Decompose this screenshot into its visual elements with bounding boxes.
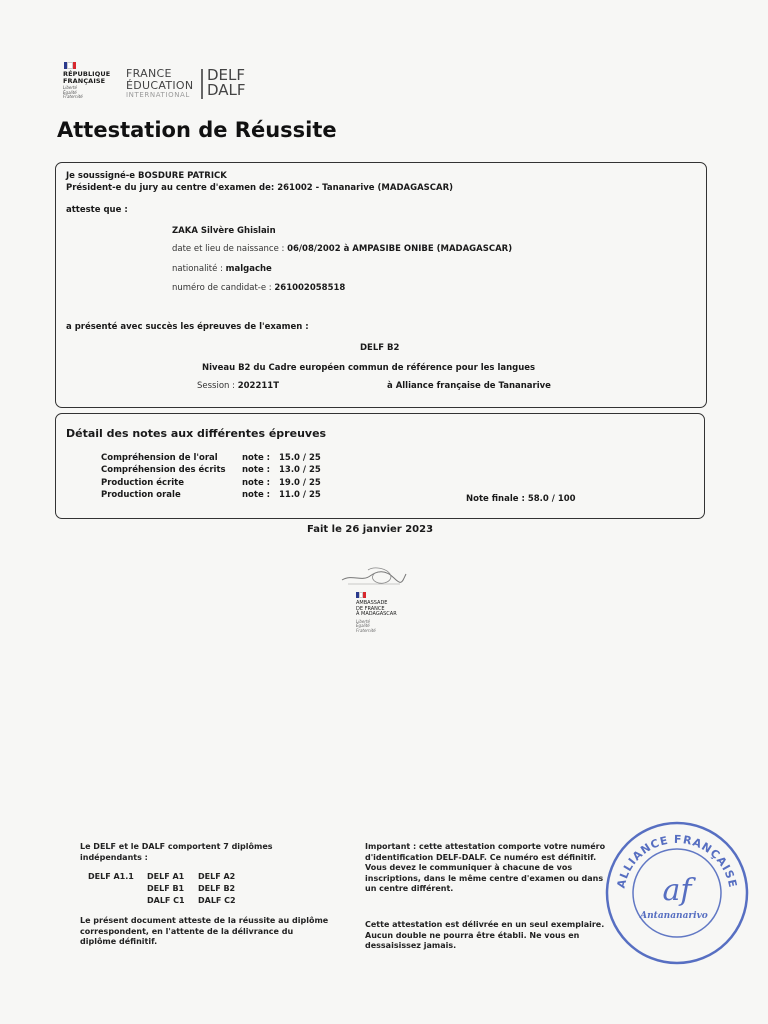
- logo-divider: [201, 69, 203, 99]
- seal-city: Antananarivo: [640, 911, 708, 921]
- note-label: Compréhension de l'oral: [101, 453, 218, 463]
- note-value: 11.0 / 25: [279, 490, 321, 500]
- rf-flag-icon: [64, 62, 76, 69]
- delf-dalf-logo: DELF DALF: [207, 66, 246, 99]
- note-prefix: note :: [242, 465, 271, 475]
- exam-session: Session : 202211T: [197, 381, 279, 391]
- diploma-c1: DALF C1: [147, 896, 185, 905]
- seal-logo: af: [662, 873, 692, 908]
- embassy-block: AMBASSADE DE FRANCE À MADAGASCAR Liberté Égalité Fraternité: [356, 600, 397, 633]
- note-prefix: note :: [242, 490, 271, 500]
- note-prefix: note :: [242, 453, 271, 463]
- exam-name: DELF B2: [360, 343, 400, 353]
- atteste-label: atteste que :: [66, 205, 128, 215]
- notes-title: Détail des notes aux différentes épreuves: [66, 427, 327, 440]
- jury-signatory: Je soussigné-e BOSDURE PATRICK: [66, 171, 227, 181]
- alliance-francaise-seal-icon: [602, 818, 752, 968]
- important-notice: Important : cette attestation comporte votre numéro d'identification DELF-DALF. Ce numéro est définitif. Vous devez le communiquer à chacune de vos inscriptions, dans le même centre d'examen ou dans un centre différent.: [365, 842, 606, 893]
- candidate-number: numéro de candidat-e : 261002058518: [172, 283, 346, 293]
- exam-level: Niveau B2 du Cadre européen commun de référence pour les langues: [202, 363, 536, 373]
- note-value: 19.0 / 25: [279, 478, 321, 488]
- note-value: 15.0 / 25: [279, 453, 321, 463]
- note-label: Production écrite: [101, 478, 184, 488]
- note-prefix: note :: [242, 478, 271, 488]
- diploma-a2: DELF A2: [198, 872, 236, 881]
- diploma-a11: DELF A1.1: [88, 872, 134, 881]
- diploma-b1: DELF B1: [147, 884, 185, 893]
- diploma-b2: DELF B2: [198, 884, 236, 893]
- single-copy-notice: Cette attestation est délivrée en un seul exemplaire. Aucun double ne pourra être établi. Ne vous en dessaisissez jamais.: [365, 920, 605, 950]
- birth-info: date et lieu de naissance : 06/08/2002 à AMPASIBE ONIBE (MADAGASCAR): [172, 244, 513, 254]
- seal-top-text: ALLIANCE FRANÇAISE: [614, 832, 740, 890]
- note-label: Compréhension des écrits: [101, 465, 226, 475]
- france-education-logo: FRANCE ÉDUCATION INTERNATIONAL: [126, 67, 194, 99]
- footer-intro: Le DELF et le DALF comportent 7 diplômes indépendants :: [80, 842, 273, 862]
- issue-date: Fait le 26 janvier 2023: [307, 524, 434, 535]
- exam-center: à Alliance française de Tananarive: [387, 381, 551, 391]
- embassy-flag-icon: [356, 592, 366, 598]
- exam-presented: a présenté avec succès les épreuves de l'examen :: [66, 322, 309, 332]
- footer-note: Le présent document atteste de la réussite au diplôme correspondent, en l'attente de la délivrance du diplôme définitif.: [80, 916, 329, 946]
- rf-motto: Liberté Égalité Fraternité: [63, 85, 83, 99]
- note-label: Production orale: [101, 490, 181, 500]
- nationality: nationalité : malgache: [172, 264, 272, 274]
- document-title: Attestation de Réussite: [57, 118, 337, 142]
- signature-mark: [338, 560, 408, 592]
- republique-francaise-logo: RÉPUBLIQUE FRANÇAISE: [63, 70, 111, 85]
- candidate-name: ZAKA Silvère Ghislain: [172, 226, 276, 236]
- note-value: 13.0 / 25: [279, 465, 321, 475]
- diploma-a1: DELF A1: [147, 872, 185, 881]
- jury-president: Président-e du jury au centre d'examen de: 261002 - Tananarive (MADAGASCAR): [66, 183, 454, 193]
- diploma-c2: DALF C2: [198, 896, 236, 905]
- final-note: Note finale : 58.0 / 100: [466, 494, 576, 504]
